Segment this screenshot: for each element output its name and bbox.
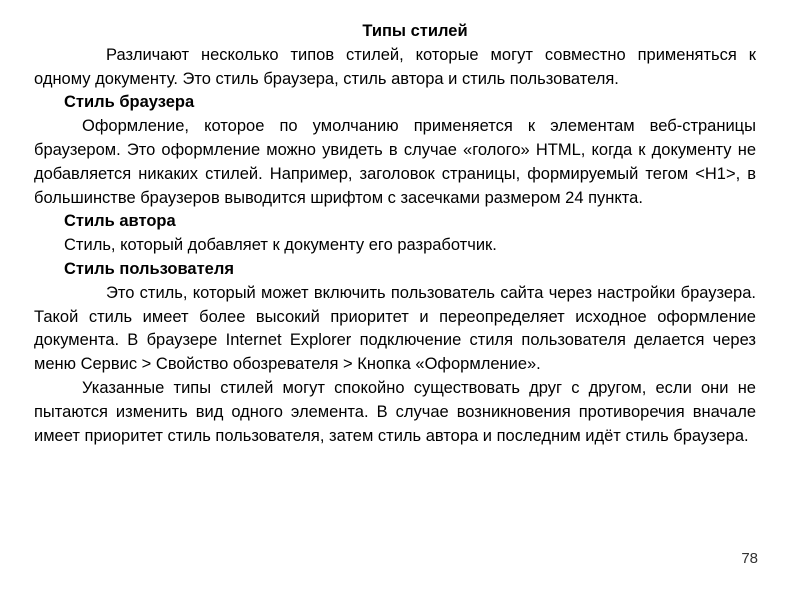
page-number: 78	[741, 550, 758, 567]
section-text-user-style: Это стиль, который может включить пользователь сайта через настройки браузера. Такой стиль имеет более высокий приоритет и переопределяет исходное оформление документа. В браузере Internet Explorer подключение стиля пользователя делается через меню Сервис > Свойство обозревателя > Кнопка «Оформление».	[34, 283, 756, 374]
section-text-browser-style: Оформление, которое по умолчанию применяется к элементам веб-страницы браузером. Это оформление можно увидеть в случае «голого» HTML, когда к документу не добавляется никаких стилей. Например, заголовок страницы, формируемый тегом <H1>, в большинстве браузеров выводится шрифтом с засечками размером 24 пункта.	[34, 117, 756, 207]
intro-paragraph: Различают несколько типов стилей, которые могут совместно применяться к одному документу. Это стиль браузера, стиль автора и стиль пользователя.	[34, 45, 756, 88]
section-text-author-style: Стиль, который добавляет к документу его разработчик.	[64, 236, 497, 255]
page-title: Типы стилей	[362, 22, 468, 40]
section-heading-browser-style: Стиль браузера	[64, 93, 195, 112]
slide-content	[34, 20, 756, 448]
conclusion-paragraph: Указанные типы стилей могут спокойно существовать друг с другом, если они не пытаются изменить вид одного элемента. В случае возникновения противоречия вначале имеет приоритет стиль пользователя, затем стиль автора и последним идёт стиль браузера.	[34, 378, 756, 445]
section-heading-author-style: Стиль автора	[64, 212, 176, 231]
section-heading-user-style: Стиль пользователя	[64, 259, 234, 278]
